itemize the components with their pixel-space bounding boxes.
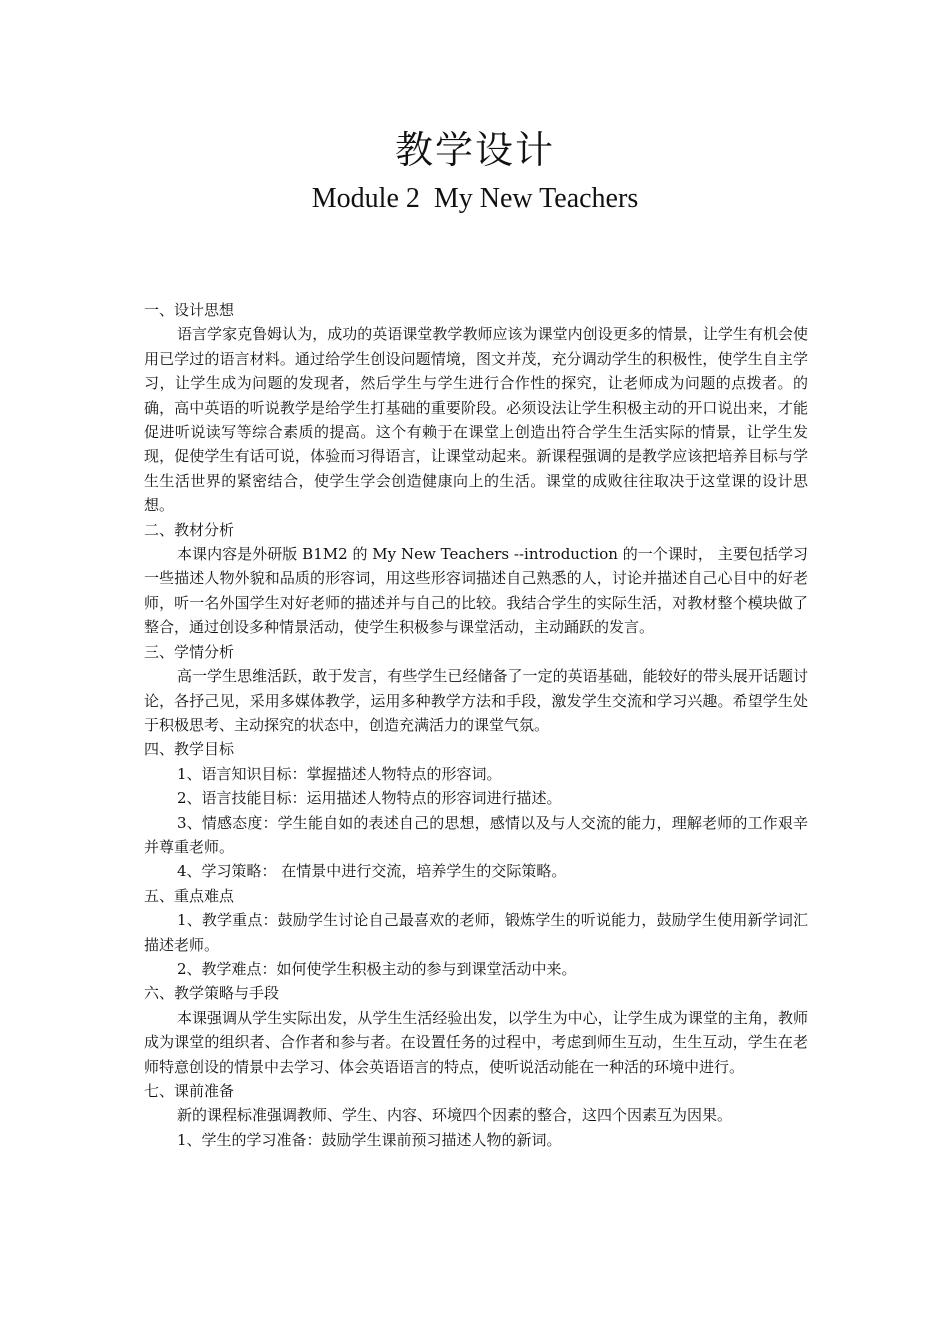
- section-heading: 六、教学策略与手段: [144, 984, 280, 1003]
- paragraph: 本课强调从学生实际出发，从学生生活经验出发，以学生为中心，让学生成为课堂的主角，教师成为课堂的组织者、合作者和参与者。在设置任务的过程中，考虑到师生互动，生生互动，学生在老师特意创设的情景中去学习、体会英语语言的特点，使听说活动能在一种活的环境中进行。: [144, 1008, 808, 1076]
- document-body: [144, 298, 808, 1152]
- paragraph: 高一学生思维活跃，敢于发言，有些学生已经储备了一定的英语基础，能较好的带头展开话题讨论，各抒己见，采用多媒体教学，运用多种教学方法和手段，激发学生交流和学习兴趣。希望学生处于积极思考、主动探究的状态中，创造充满活力的课堂气氛。: [144, 667, 808, 734]
- paragraph: 1、教学重点：鼓励学生讨论自己最喜欢的老师，锻炼学生的听说能力，鼓励学生使用新学词汇描述老师。: [144, 911, 808, 954]
- paragraph: 3、情感态度：学生能自如的表述自己的思想，感情以及与人交流的能力，理解老师的工作艰辛并尊重老师。: [144, 813, 808, 856]
- paragraph: 2、教学难点：如何使学生积极主动的参与到课堂活动中来。: [177, 959, 577, 978]
- page-title: 教学设计: [394, 128, 555, 172]
- paragraph: 1、学生的学习准备：鼓励学生课前预习描述人物的新词。: [177, 1130, 562, 1149]
- page-subtitle: Module 2 My New Teachers: [311, 183, 639, 214]
- paragraph: 本课内容是外研版 B1M2 的 My New Teachers --introduction 的一个课时， 主要包括学习一些描述人物外貌和品质的形容词，用这些形容词描述自己熟悉的人，讨论并描述自己心目中的好老师，听一名外国学生对好老师的描述并与自己的比较。我结合学生的实际生活，对教材整个模块做了整合，通过创设多种情景活动，使学生积极参与课堂活动，主动踊跃的发言。: [144, 545, 808, 637]
- paragraph: 2、语言技能目标：运用描述人物特点的形容词进行描述。: [177, 789, 562, 808]
- section-heading: 二、教材分析: [144, 520, 235, 539]
- paragraph: 语言学家克鲁姆认为，成功的英语课堂教学教师应该为课堂内创设更多的情景，让学生有机会使用已学过的语言材料。通过给学生创设问题情境，图文并茂，充分调动学生的积极性，使学生自主学习，让学生成为问题的发现者，然后学生与学生进行合作性的探究，让老师成为问题的点拨者。的确，高中英语的听说教学是给学生打基础的重要阶段。必须设法让学生积极主动的开口说出来，才能促进听说读写等综合素质的提高。这个有赖于在课堂上创造出符合学生生活实际的情景，让学生发现，促使学生有话可说，体验而习得语言，让课堂动起来。新课程强调的是教学应该把培养目标与学生生活世界的紧密结合，使学生学会创造健康向上的生活。课堂的成败往往取决于这堂课的设计思想。: [144, 325, 808, 515]
- section-heading: 七、课前准备: [144, 1082, 235, 1100]
- paragraph: 4、学习策略： 在情景中进行交流，培养学生的交际策略。: [177, 862, 567, 881]
- section-heading: 五、重点难点: [144, 886, 235, 905]
- paragraph: 1、语言知识目标：掌握描述人物特点的形容词。: [177, 764, 502, 783]
- section-heading: 三、学情分析: [144, 642, 235, 661]
- paragraph: 新的课程标准强调教师、学生、内容、环境四个因素的整合，这四个因素互为因果。: [177, 1106, 733, 1125]
- section-heading: 一、设计思想: [144, 301, 235, 319]
- section-heading: 四、教学目标: [144, 740, 235, 759]
